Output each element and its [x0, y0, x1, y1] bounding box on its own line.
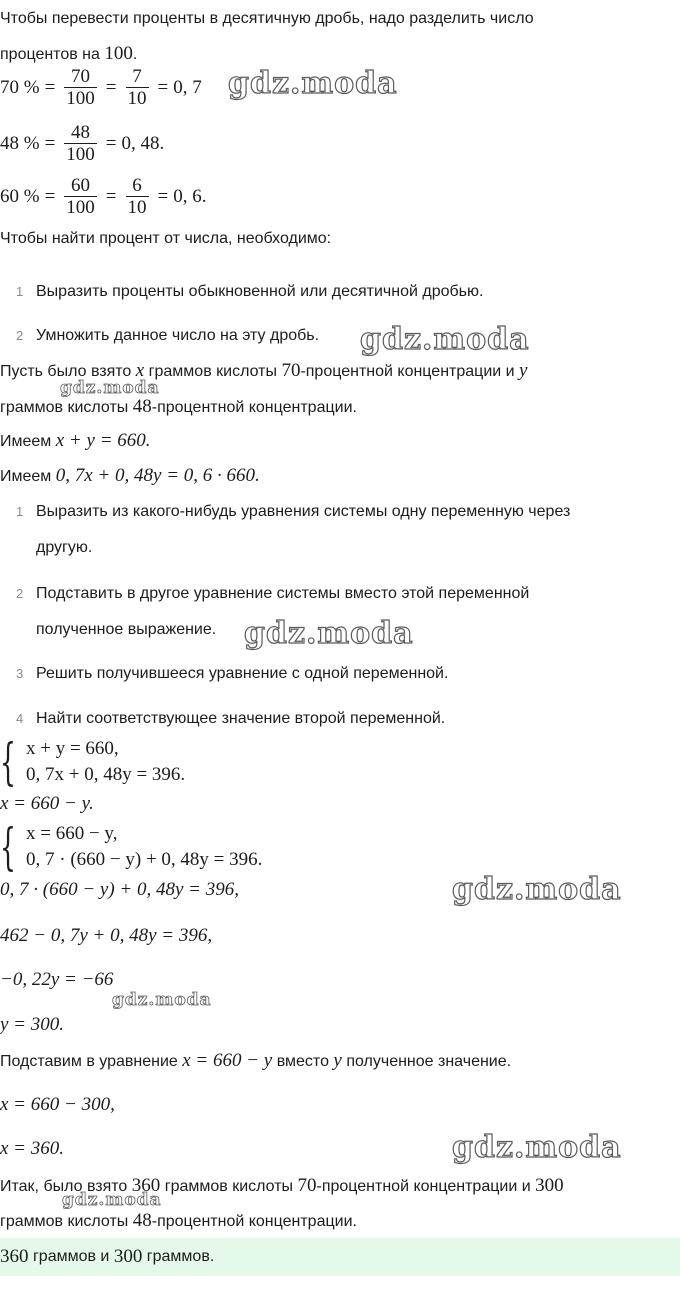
system-brace: {	[0, 733, 16, 791]
list-item: 1 Выразить из какого-нибудь уравнения системы одну переменную через	[16, 503, 571, 520]
fraction: $\frac{6}{10}$	[127, 175, 147, 218]
conversion-70: 70 % = $\frac{70}{100}$ = $\frac{7}{10}$ = 0, 7	[0, 66, 202, 109]
setup-line-2: граммов кислоты 48-процентной концентрации.	[0, 396, 357, 417]
list-item: 2 Умножить данное число на эту дробь.	[16, 327, 320, 344]
conversion-60: 60 % = $\frac{60}{100}$ = $\frac{6}{10}$ = 0, 6.	[0, 175, 207, 218]
intro-line-1: Чтобы перевести проценты в десятичную дробь, надо разделить число	[0, 10, 534, 27]
list-item-continuation: другую.	[36, 539, 93, 556]
have-mixture: Имеем 0, 7x + 0, 48y = 0, 6 · 660.	[0, 465, 260, 486]
have-sum: Имеем x + y = 660.	[0, 430, 151, 451]
watermark: gdz.moda	[228, 66, 398, 101]
list-item: 4 Найти соответствующее значение второй переменной.	[16, 710, 446, 727]
solve-step-5: x = 660 − 300,	[0, 1094, 115, 1115]
solve-step-4: y = 300.	[0, 1014, 65, 1035]
system-1-eq-1: x + y = 660,	[26, 738, 119, 759]
system-1-eq-2: 0, 7x + 0, 48y = 396.	[26, 764, 186, 785]
solve-step-2: 462 − 0, 7y + 0, 48y = 396,	[0, 925, 213, 946]
percent-rule-title: Чтобы найти процент от числа, необходимо:	[0, 230, 332, 247]
watermark: gdz.moda	[244, 616, 414, 651]
system-2-eq-2: 0, 7 · (660 − y) + 0, 48y = 396.	[26, 849, 263, 870]
answer-box: 360 граммов и 300 граммов.	[0, 1238, 680, 1276]
watermark: gdz.moda	[60, 378, 160, 398]
watermark: gdz.moda	[62, 1190, 162, 1210]
watermark: gdz.moda	[360, 322, 530, 357]
list-item: 3 Решить получившееся уравнение с одной переменной.	[16, 665, 449, 682]
express-x: x = 660 − y.	[0, 793, 94, 814]
watermark: gdz.moda	[452, 1130, 622, 1165]
fraction: $\frac{7}{10}$	[127, 66, 147, 109]
watermark: gdz.moda	[112, 990, 212, 1010]
conversion-48: 48 % = $\frac{48}{100}$ = 0, 48.	[0, 122, 165, 165]
fraction: $\frac{70}{100}$	[66, 66, 95, 109]
list-item: 1 Выразить проценты обыкновенной или десятичной дробью.	[16, 283, 484, 300]
list-item-continuation: полученное выражение.	[36, 621, 217, 638]
conclusion-line-2: граммов кислоты 48-процентной концентрации.	[0, 1210, 357, 1231]
system-brace: {	[0, 818, 16, 876]
substitute-line: Подставим в уравнение x = 660 − y вместо y полученное значение.	[0, 1050, 512, 1071]
setup-line-1: Пусть было взято x граммов кислоты 70-процентной концентрации и y	[0, 360, 528, 381]
watermark: gdz.moda	[452, 872, 622, 907]
intro-line-2: процентов на 100.	[0, 43, 138, 64]
system-2-eq-1: x = 660 − y,	[26, 823, 118, 844]
conclusion-line-1: Итак, было взято 360 граммов кислоты 70-процентной концентрации и 300	[0, 1175, 564, 1196]
solve-step-3: −0, 22y = −66	[0, 969, 114, 990]
solve-step-1: 0, 7 · (660 − y) + 0, 48y = 396,	[0, 879, 239, 900]
solve-step-6: x = 360.	[0, 1138, 65, 1159]
list-item: 2 Подставить в другое уравнение системы вместо этой переменной	[16, 585, 530, 602]
fraction: $\frac{48}{100}$	[66, 122, 95, 165]
fraction: $\frac{60}{100}$	[66, 175, 95, 218]
